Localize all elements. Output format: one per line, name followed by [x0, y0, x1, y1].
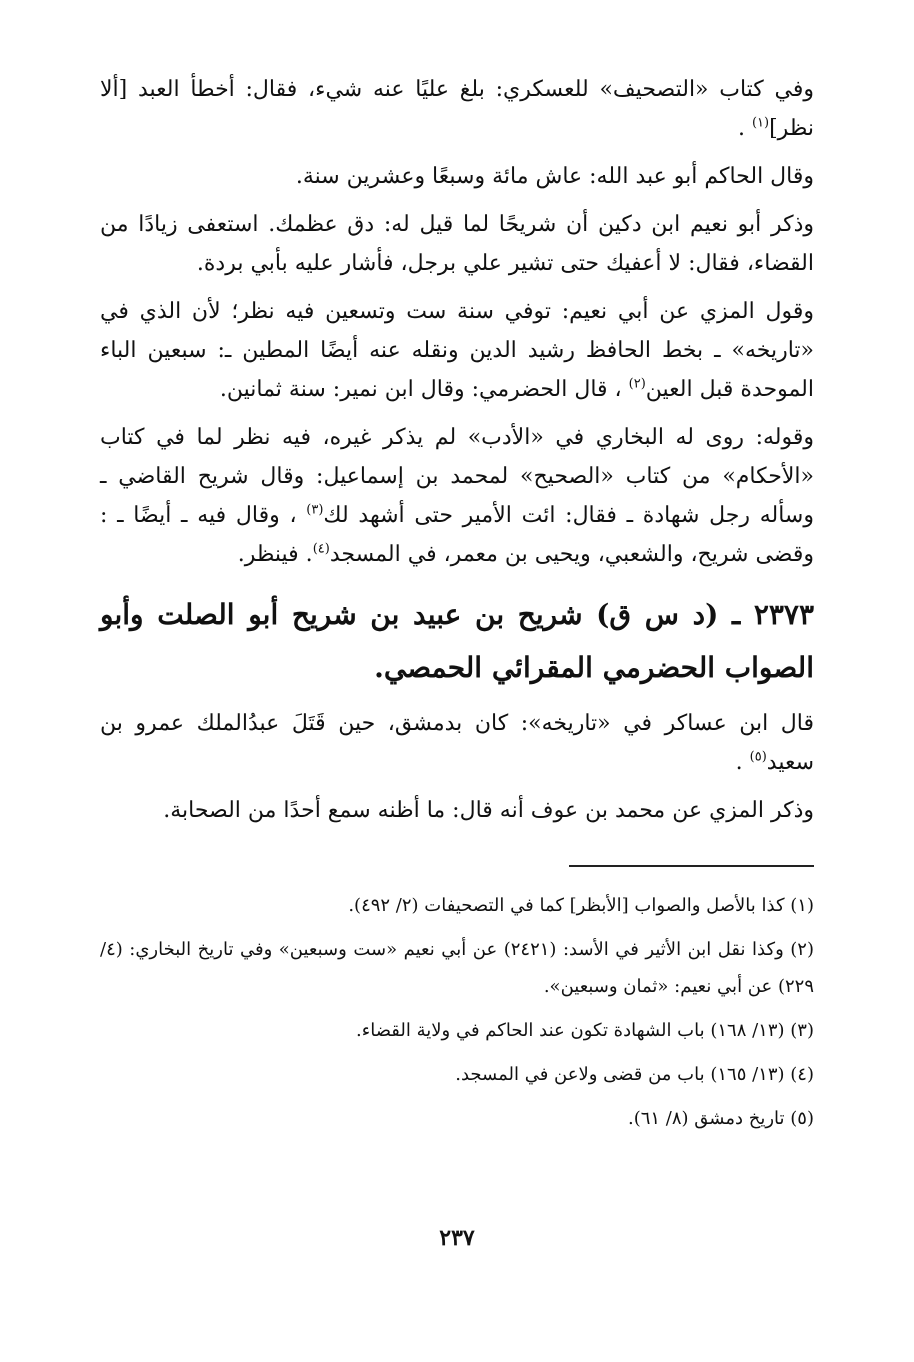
page-content [100, 70, 814, 1144]
footnote-separator [569, 865, 814, 867]
paragraph-hakim [100, 157, 814, 196]
paragraph-text: وفي كتاب «التصحيف» للعسكري: بلغ عليًا عنه شيء، فقال: أخطأ العبد [ألا نظر] [100, 77, 814, 141]
paragraph-abu-nuaym [100, 205, 814, 283]
paragraph-text: . فينظر. [237, 542, 313, 567]
footnote-separator-wrap [100, 839, 814, 887]
footnote-3: (٣) (١٣/ ١٦٨) باب الشهادة تكون عند الحاكم في ولاية القضاء. [356, 1020, 814, 1041]
footnote-1: (١) كذا بالأصل والصواب [الأبظر] كما في التصحيفات (٢/ ٤٩٢). [348, 895, 814, 916]
paragraph-text: وقال الحاكم أبو عبد الله: عاش مائة وسبعًا وعشرين سنة. [295, 164, 814, 189]
footnote-marker: (١) [751, 115, 770, 131]
paragraph-text: وذكر أبو نعيم ابن دكين أن شريحًا لما قيل له: دق عظمك. استعفى زيادًا من القضاء، فقال: لا أعفيك حتى تشير علي برجل، فأشار عليه بأبي بردة. [100, 212, 814, 276]
paragraph-text: قال ابن عساكر في «تاريخه»: كان بدمشق، حين قَتَلَ عبدُالملك عمرو بن سعيد [100, 711, 814, 775]
paragraph-text: وذكر المزي عن محمد بن عوف أنه قال: ما أظنه سمع أحدًا من الصحابة. [163, 798, 814, 823]
paragraph-ibn-asakir [100, 704, 814, 782]
footnote-marker: (٥) [749, 749, 767, 765]
paragraph-tashif [100, 70, 814, 148]
footnote-marker: (٤) [312, 541, 330, 557]
paragraph-text: . [735, 750, 750, 775]
footnote-2: (٢) وكذا نقل ابن الأثير في الأسد: (٢٤٢١) عن أبي نعيم «ست وسبعين» وفي تاريخ البخاري: (٤/ ٢٢٩) عن أبي نعيم: «ثمان وسبعين». [100, 939, 814, 997]
page-number: ٢٣٧ [439, 1225, 475, 1251]
paragraph-ibn-awf [100, 791, 814, 830]
footnote-marker: (٣) [306, 502, 324, 518]
paragraph-text: وقوله: روى له البخاري في «الأدب» لم يذكر غيره، فيه نظر لما في كتاب «الأحكام» من كتاب «الصحيح» لمحمد بن إسماعيل: وقال شريح القاضي ـ وسأله رجل شهادة ـ فقال: ائت الأمير حتى أشهد لك [100, 425, 814, 528]
footnote-5: (٥) تاريخ دمشق (٨/ ٦١). [627, 1108, 814, 1129]
entry-heading: ٢٣٧٣ ـ (د س ق) شريح بن عبيد بن شريح أبو الصلت وأبو الصواب الحضرمي المقرائي الحمصي. [100, 598, 814, 684]
footnotes [100, 887, 814, 1137]
paragraph-bukhari [100, 418, 814, 574]
footnote-marker: (٢) [628, 376, 646, 392]
footnote-4: (٤) (١٣/ ١٦٥) باب من قضى ولاعن في المسجد. [455, 1064, 814, 1085]
paragraph-text: ، وقال فيه ـ أيضًا ـ : وقضى شريح، والشعبي، ويحيى بن معمر، في المسجد [100, 503, 814, 567]
paragraph-text: . [737, 116, 752, 141]
paragraph-text: ، قال الحضرمي: وقال ابن نمير: سنة ثمانين. [219, 377, 629, 402]
paragraph-text: وقول المزي عن أبي نعيم: توفي سنة ست وتسعين فيه نظر؛ لأن الذي في «تاريخه» ـ بخط الحافظ رشيد الدين ونقله عنه أيضًا المطين ـ: سبعين الباء الموحدة قبل العين [100, 299, 814, 402]
paragraph-mizzi-death [100, 292, 814, 409]
